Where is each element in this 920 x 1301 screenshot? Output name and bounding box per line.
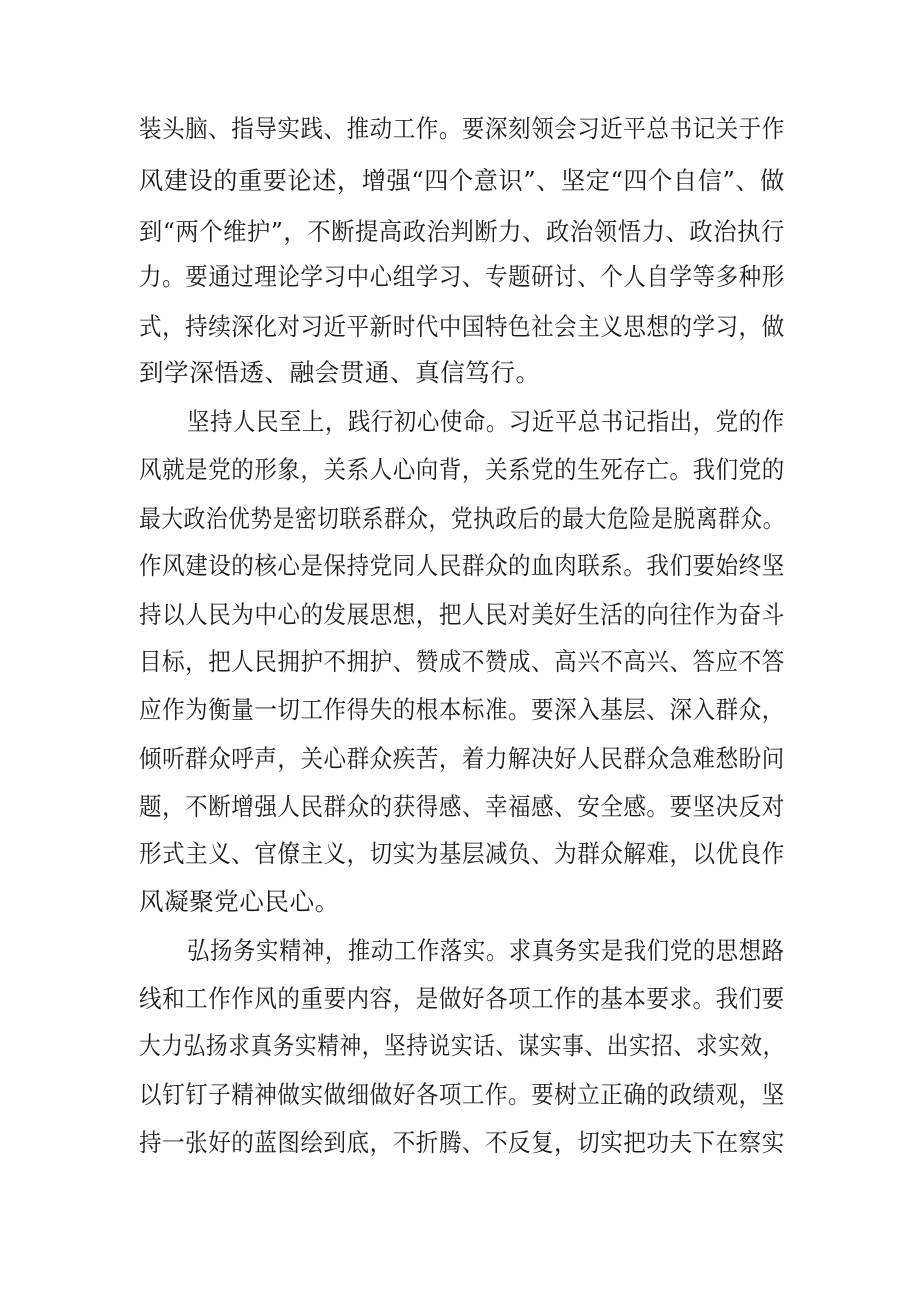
text-line: 装头脑、指导实践、推动工作。要深刻领会习近平总书记关于作 [139,114,785,143]
text-line: 最大政治优势是密切联系群众，党执政后的最大危险是脱离群众。 [139,504,785,533]
paragraph-first-line: 弘扬务实精神，推动工作落实。求真务实是我们党的思想路 [187,936,785,965]
text-line: 风凝聚党心民心。 [139,887,340,916]
text-line: 风建设的重要论述，增强“四个意识”、坚定“四个自信”、做 [139,166,785,195]
text-line: 大力弘扬求真务实精神，坚持说实话、谋实事、出实招、求实效， [139,1031,785,1060]
text-line: 形式主义、官僚主义，切实为基层减负、为群众解难，以优良作 [139,839,785,868]
text-line: 应作为衡量一切工作得失的根本标准。要深入基层、深入群众， [139,695,785,724]
text-line: 到“两个维护”，不断提高政治判断力、政治领悟力、政治执行 [139,217,785,246]
text-line: 目标，把人民拥护不拥护、赞成不赞成、高兴不高兴、答应不答 [139,647,785,676]
text-line: 持以人民为中心的发展思想，把人民对美好生活的向往作为奋斗 [139,600,785,629]
text-line: 风就是党的形象，关系人心向背，关系党的生死存亡。我们党的 [139,455,785,484]
text-line: 到学深悟透、融会贯通、真信笃行。 [139,358,541,387]
paragraph-first-line: 坚持人民至上，践行初心使命。习近平总书记指出，党的作 [187,407,785,436]
text-line: 力。要通过理论学习中心组学习、专题研讨、个人自学等多种形 [139,262,785,291]
text-line: 题，不断增强人民群众的获得感、幸福感、安全感。要坚决反对 [139,792,785,821]
text-line: 作风建设的核心是保持党同人民群众的血肉联系。我们要始终坚 [139,551,785,580]
text-line: 以钉钉子精神做实做细做好各项工作。要树立正确的政绩观，坚 [139,1080,785,1109]
text-line: 持一张好的蓝图绘到底，不折腾、不反复，切实把功夫下在察实 [139,1128,785,1157]
text-line: 倾听群众呼声，关心群众疾苦，着力解决好人民群众急难愁盼问 [139,744,785,773]
text-line: 线和工作作风的重要内容，是做好各项工作的基本要求。我们要 [139,984,785,1013]
text-line: 式，持续深化对习近平新时代中国特色社会主义思想的学习，做 [139,312,785,341]
